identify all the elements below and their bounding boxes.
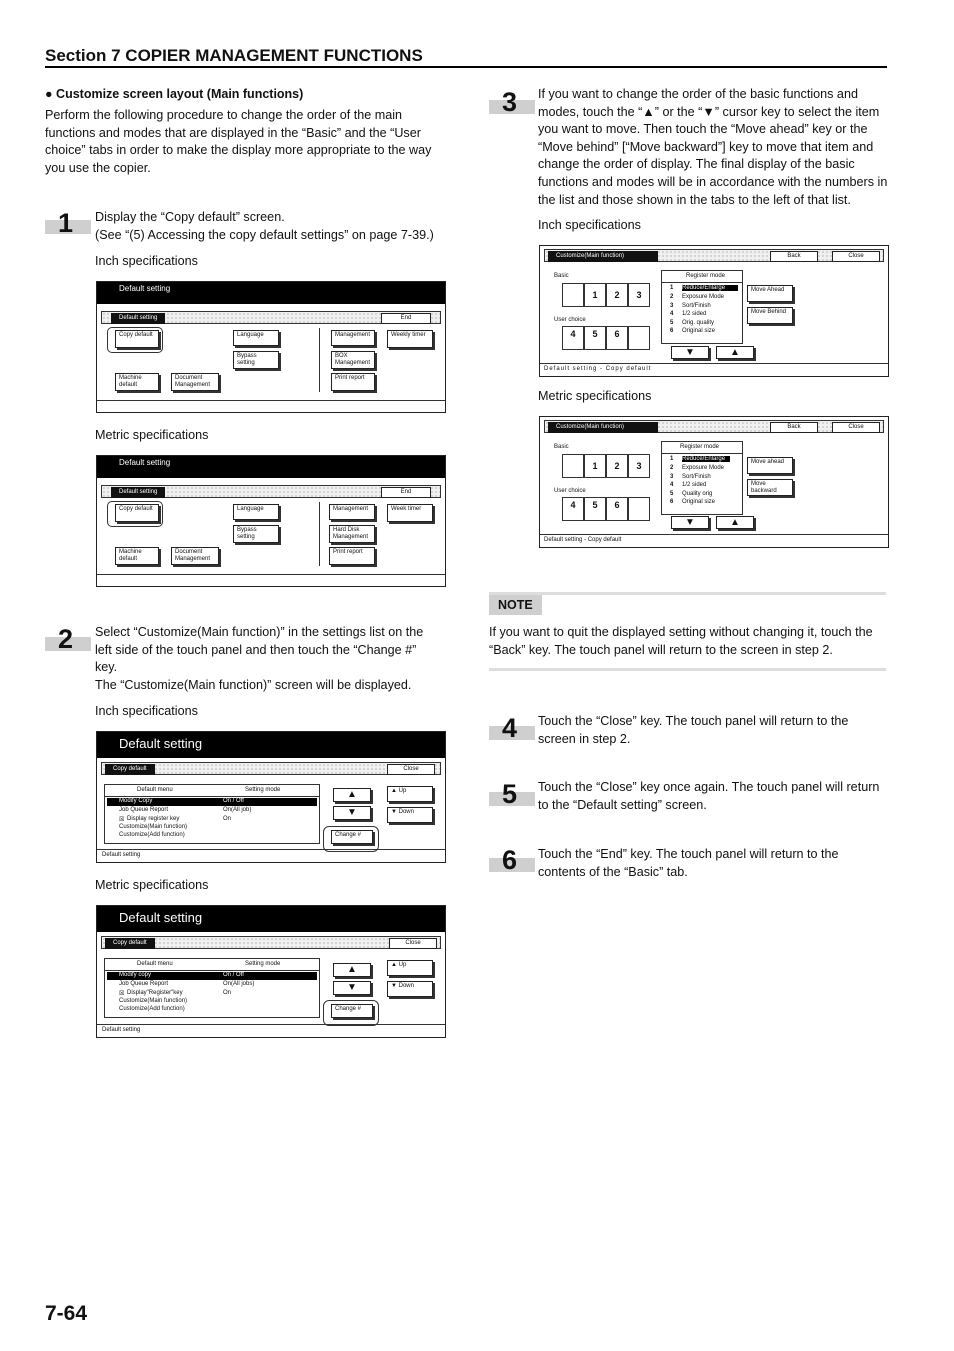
row-menu: Customize(Add function)	[119, 832, 185, 838]
move-ahead-button[interactable]: Move Ahead	[747, 285, 793, 302]
document-management-button[interactable]: Document Management	[171, 547, 219, 565]
step5-text: Touch the “Close” key once again. The touch panel will return to the “Default setting” screen.	[538, 780, 880, 812]
move-behind-button[interactable]: Move Behind	[747, 307, 793, 324]
move-backward-button[interactable]: Move backward	[747, 479, 793, 496]
row-menu: Customize(Main function)	[119, 998, 188, 1004]
panel-title: Default setting	[97, 282, 445, 304]
triangle-up-icon: ▲	[391, 788, 397, 794]
back-button[interactable]: Back	[770, 251, 818, 262]
default-setting-panel-metric	[96, 455, 446, 587]
print-report-button[interactable]: Print report	[329, 547, 375, 565]
list-item[interactable]: Exposure Mode	[682, 294, 725, 300]
step-number: 1	[58, 208, 74, 238]
management-button[interactable]: Management	[329, 504, 375, 520]
language-button[interactable]: Language	[233, 504, 279, 520]
cursor-down-button[interactable]	[333, 981, 371, 995]
list-header-line	[662, 453, 742, 454]
list-item[interactable]: Reduce/Enlarge	[682, 285, 738, 291]
up-label: Up	[398, 962, 407, 968]
basic-label: Basic	[554, 273, 569, 279]
step-number: 3	[502, 87, 518, 117]
step6-text: Touch the “End” key. The touch panel will return to the contents of the “Basic” tab.	[538, 847, 839, 879]
col-mode-header: Setting mode	[245, 787, 281, 793]
step-number: 6	[502, 845, 518, 875]
item-number: 3	[670, 474, 674, 480]
item-number: 6	[670, 328, 674, 334]
register-mode-header: Register mode	[686, 273, 726, 279]
copy-default-button[interactable]: Copy default	[115, 330, 159, 348]
step2-text2: The “Customize(Main function)” screen will be displayed.	[95, 677, 412, 692]
page-number: 7-64	[45, 1302, 88, 1325]
user-choice-tab: 5	[584, 326, 606, 350]
inch-label: Inch specifications	[538, 218, 641, 232]
print-report-button[interactable]: Print report	[331, 373, 375, 391]
table-row[interactable]	[107, 990, 317, 998]
inch-label: Inch specifications	[95, 704, 198, 718]
step2-text: Select “Customize(Main function)” in the settings list on the left side of the touch panel and then touch the “Change #” key.	[95, 625, 424, 675]
cursor-up-button[interactable]	[716, 346, 754, 359]
step4-text: Touch the “Close” key. The touch panel will return to the screen in step 2.	[538, 714, 849, 746]
user-choice-label: User choice	[554, 317, 586, 323]
panel-tab-tag: Customize(Main function)	[548, 251, 658, 262]
register-mode-header: Register mode	[680, 444, 720, 450]
hard-disk-management-button[interactable]: Hard Disk Management	[329, 525, 375, 543]
list-item[interactable]: 1/2 sided	[682, 311, 707, 317]
triangle-down-icon: ▼	[685, 347, 695, 358]
step3-text: If you want to change the order of the basic functions and modes, touch the “▲” or the “▼” cursor key to select the item you want to move. Then touch the “Move ahead” key or the “Move behind” [“Move backward”] key to move that item and change the order of display. The final display of the basic functions and modes will be in accordance with the numbers in the list and those shown in the tabs to the left of that list.	[538, 87, 888, 207]
panel-tab-tag: Customize(Main function)	[548, 422, 658, 433]
table-row[interactable]	[107, 981, 317, 989]
triangle-down-icon: ▼	[391, 983, 397, 989]
item-number: 2	[670, 465, 674, 471]
section-title: Section 7 COPIER MANAGEMENT FUNCTIONS	[45, 46, 423, 65]
panel-tab-tag: Copy default	[105, 764, 155, 775]
triangle-up-icon: ▲	[347, 964, 357, 975]
panel-footer-line	[97, 849, 445, 850]
customize-main-panel-metric	[539, 416, 889, 548]
list-item[interactable]: Quality orig	[682, 491, 713, 497]
item-number: 5	[670, 320, 674, 326]
item-number: 4	[670, 311, 674, 317]
customize-main-panel-inch	[539, 245, 889, 377]
step1-line2: (See “(5) Accessing the copy default settings” on page 7-39.)	[95, 227, 434, 242]
user-choice-tab: 4	[562, 497, 584, 521]
checkbox-icon: ☒	[119, 817, 125, 823]
list-header-line	[662, 282, 742, 283]
table-row[interactable]	[107, 798, 317, 806]
step-number: 4	[502, 713, 518, 743]
user-choice-tab: 6	[606, 497, 628, 521]
triangle-down-icon: ▼	[347, 982, 357, 993]
row-menu: Display"Register"key	[127, 990, 183, 996]
user-choice-tab: 4	[562, 326, 584, 350]
panel-footer-line	[540, 363, 888, 364]
basic-tab: 2	[606, 454, 628, 478]
list-header-line	[105, 970, 319, 971]
list-header-line	[105, 796, 319, 797]
panel-footer: Default setting - Copy default	[544, 537, 622, 543]
note-bottom-rule	[489, 668, 886, 671]
panel-footer-line	[97, 1024, 445, 1025]
panel-tab-tag: Copy default	[105, 938, 155, 949]
cursor-up-button[interactable]	[333, 788, 371, 802]
table-row[interactable]	[107, 972, 317, 980]
basic-tab: 3	[628, 283, 650, 307]
intro-heading	[45, 87, 303, 101]
close-button[interactable]: Close	[832, 422, 880, 433]
settings-list	[104, 784, 320, 844]
panel-footer: Default setting - Copy default	[544, 366, 652, 372]
metric-label: Metric specifications	[95, 428, 209, 442]
table-row[interactable]	[107, 832, 317, 840]
divider	[319, 502, 320, 566]
bypass-setting-button[interactable]: Bypass setting	[233, 525, 279, 543]
list-item[interactable]: Reduce/Enlarge	[682, 456, 730, 462]
triangle-up-icon: ▲	[730, 347, 740, 358]
user-choice-tab: 6	[606, 326, 628, 350]
box-management-button[interactable]: BOX Management	[331, 351, 375, 369]
user-choice-tab	[628, 326, 650, 350]
checkbox-icon: ☒	[119, 991, 125, 997]
item-number: 1	[670, 456, 674, 462]
user-choice-label: User choice	[554, 488, 586, 494]
metric-label: Metric specifications	[95, 878, 209, 892]
panel-title: Default setting	[97, 906, 445, 932]
row-menu: Job Queue Report	[119, 981, 169, 987]
cursor-up-button[interactable]	[716, 516, 754, 529]
cursor-down-button[interactable]	[671, 516, 709, 529]
user-choice-tab: 5	[584, 497, 606, 521]
table-row[interactable]	[107, 998, 317, 1006]
basic-label: Basic	[554, 444, 569, 450]
panel-footer: Default setting	[102, 852, 141, 858]
table-row[interactable]	[107, 824, 317, 832]
list-item[interactable]: Original size	[682, 499, 716, 505]
move-ahead-button[interactable]: Move ahead	[747, 457, 793, 474]
step-text	[95, 624, 440, 694]
down-label: Down	[398, 809, 414, 815]
basic-tab: 3	[628, 454, 650, 478]
intro-text: Perform the following procedure to change the order of the main functions and modes that are displayed in the “Basic” and the “User choice” tabs in order to make the display more appropriate to the way you use the copier.	[45, 108, 432, 175]
change-number-button[interactable]: Change #	[331, 830, 373, 844]
up-button[interactable]	[387, 786, 433, 802]
triangle-down-icon: ▼	[347, 807, 357, 818]
bypass-setting-button[interactable]: Bypass setting	[233, 351, 279, 369]
basic-tab: 2	[606, 283, 628, 307]
week-timer-button[interactable]: Week timer	[387, 504, 433, 522]
panel-footer-line	[540, 534, 888, 535]
panel-title: Default setting	[97, 456, 445, 478]
basic-tab: 1	[584, 283, 606, 307]
management-button[interactable]: Management	[331, 330, 375, 346]
up-button[interactable]	[387, 960, 433, 976]
row-menu: Customize(Main function)	[119, 824, 188, 830]
list-item[interactable]: Orig. quality	[682, 320, 715, 326]
row-mode: On / Off	[223, 798, 244, 804]
list-item[interactable]: 1/2 sided	[682, 482, 707, 488]
table-row[interactable]	[107, 816, 317, 824]
close-button[interactable]: Close	[832, 251, 880, 262]
copy-default-button[interactable]: Copy default	[115, 504, 159, 522]
metric-label: Metric specifications	[538, 389, 652, 403]
row-menu: Job Queue Report	[119, 807, 169, 813]
list-item[interactable]: Sort/Finish	[682, 474, 711, 480]
triangle-up-icon: ▲	[391, 962, 397, 968]
list-item[interactable]: Original size	[682, 328, 716, 334]
triangle-up-icon: ▲	[730, 517, 740, 528]
panel-tab-tag: Default setting	[111, 487, 165, 498]
end-button[interactable]: End	[381, 313, 431, 324]
step-text	[95, 209, 455, 244]
row-mode: On	[223, 816, 232, 822]
settings-list	[104, 958, 320, 1018]
row-mode: On	[223, 990, 232, 996]
intro-bullet-title: Customize screen layout (Main functions)	[56, 87, 304, 101]
item-number: 5	[670, 491, 674, 497]
panel-tab-tag: Default setting	[111, 313, 165, 324]
cursor-up-button[interactable]	[333, 963, 371, 977]
note-top-rule	[489, 592, 886, 595]
end-button[interactable]: End	[381, 487, 431, 498]
default-setting-panel-inch	[96, 281, 446, 413]
row-menu: Modify copy	[119, 972, 152, 978]
bullet-icon: ●	[45, 87, 53, 101]
item-number: 6	[670, 499, 674, 505]
panel-footer-line	[97, 574, 445, 575]
machine-default-button[interactable]: Machine default	[115, 547, 159, 565]
back-button[interactable]: Back	[770, 422, 818, 433]
list-item[interactable]: Exposure Mode	[682, 465, 725, 471]
table-row[interactable]	[107, 807, 317, 815]
language-button[interactable]: Language	[233, 330, 279, 346]
step-number: 2	[58, 624, 74, 654]
up-label: Up	[398, 788, 407, 794]
close-button[interactable]: Close	[389, 938, 437, 949]
document-management-button[interactable]: Document Management	[171, 373, 219, 391]
cursor-down-button[interactable]	[333, 806, 371, 820]
triangle-up-icon: ▲	[347, 789, 357, 800]
copy-default-panel-metric	[96, 905, 446, 1038]
col-menu-header: Default menu	[137, 961, 173, 967]
basic-tab: 1	[584, 454, 606, 478]
col-mode-header: Setting mode	[245, 961, 281, 967]
panel-footer: Default setting	[102, 1027, 141, 1033]
triangle-down-icon: ▼	[391, 809, 397, 815]
change-number-button[interactable]: Change #	[331, 1004, 373, 1018]
basic-tab	[562, 454, 584, 478]
item-number: 1	[670, 285, 674, 291]
machine-default-button[interactable]: Machine default	[115, 373, 159, 391]
row-menu: Display register key	[127, 816, 180, 822]
note-label: NOTE	[489, 595, 542, 615]
user-choice-tab	[628, 497, 650, 521]
item-number: 3	[670, 303, 674, 309]
list-item[interactable]: Sort/Finish	[682, 303, 711, 309]
item-number: 4	[670, 482, 674, 488]
close-button[interactable]: Close	[387, 764, 435, 775]
basic-tab	[562, 283, 584, 307]
row-mode: On / Off	[223, 972, 244, 978]
weekly-timer-button[interactable]: Weekly timer	[387, 330, 433, 348]
inch-label: Inch specifications	[95, 254, 198, 268]
step-number: 5	[502, 779, 518, 809]
down-button[interactable]	[387, 981, 433, 997]
panel-title: Default setting	[97, 732, 445, 758]
cursor-down-button[interactable]	[671, 346, 709, 359]
header-rule	[45, 66, 887, 68]
row-menu: Customize(Add function)	[119, 1006, 185, 1012]
note-text: If you want to quit the displayed setting without changing it, touch the “Back” key. The touch panel will return to the screen in step 2.	[489, 625, 873, 657]
step1-line1: Display the “Copy default” screen.	[95, 210, 285, 224]
panel-footer-line	[97, 400, 445, 401]
row-menu: Modify Copy	[119, 798, 153, 804]
down-button[interactable]	[387, 807, 433, 823]
col-menu-header: Default menu	[137, 787, 173, 793]
row-mode: On(All job)	[223, 807, 252, 813]
triangle-down-icon: ▼	[685, 517, 695, 528]
copy-default-panel-inch	[96, 731, 446, 863]
divider	[319, 328, 320, 392]
row-mode: On(All jobs)	[223, 981, 255, 987]
table-row[interactable]	[107, 1006, 317, 1014]
register-mode-list	[661, 441, 743, 515]
register-mode-list	[661, 270, 743, 344]
item-number: 2	[670, 294, 674, 300]
down-label: Down	[398, 983, 414, 989]
